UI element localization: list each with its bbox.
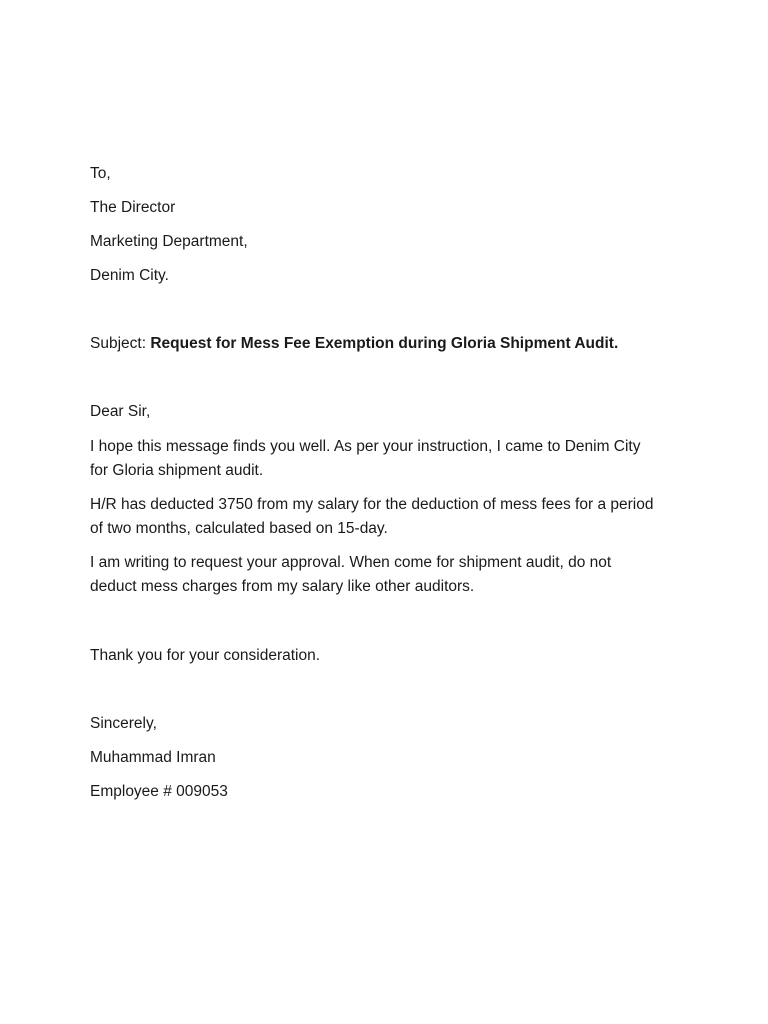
recipient-department: Marketing Department, xyxy=(90,233,248,250)
sign-off: Sincerely, xyxy=(90,715,157,732)
subject-line xyxy=(90,332,618,356)
body-paragraph-2-line-2: of two months, calculated based on 15-day. xyxy=(90,520,388,537)
body-paragraph-2 xyxy=(90,493,690,541)
employee-id: Employee # 009053 xyxy=(90,783,228,800)
recipient-title: The Director xyxy=(90,199,176,216)
body-paragraph-2-line-1: H/R has deducted 3750 from my salary for the deduction of mess fees for a period xyxy=(90,496,654,513)
body-paragraph-3-line-1: I am writing to request your approval. When come for shipment audit, do not xyxy=(90,554,612,571)
greeting: Dear Sir, xyxy=(90,403,151,420)
body-paragraph-1-line-1: I hope this message finds you well. As per your instruction, I came to Denim City xyxy=(90,438,641,455)
subject-text: Request for Mess Fee Exemption during Gloria Shipment Audit. xyxy=(150,335,619,352)
body-paragraph-3-line-2: deduct mess charges from my salary like other auditors. xyxy=(90,578,475,595)
body-paragraph-3 xyxy=(90,551,690,599)
body-paragraph-1 xyxy=(90,435,690,483)
body-paragraph-1-line-2: for Gloria shipment audit. xyxy=(90,462,264,479)
recipient-city: Denim City. xyxy=(90,267,169,284)
subject-label: Subject: xyxy=(90,335,147,352)
thanks-line: Thank you for your consideration. xyxy=(90,647,321,664)
sender-name: Muhammad Imran xyxy=(90,749,216,766)
recipient-to: To, xyxy=(90,165,111,182)
